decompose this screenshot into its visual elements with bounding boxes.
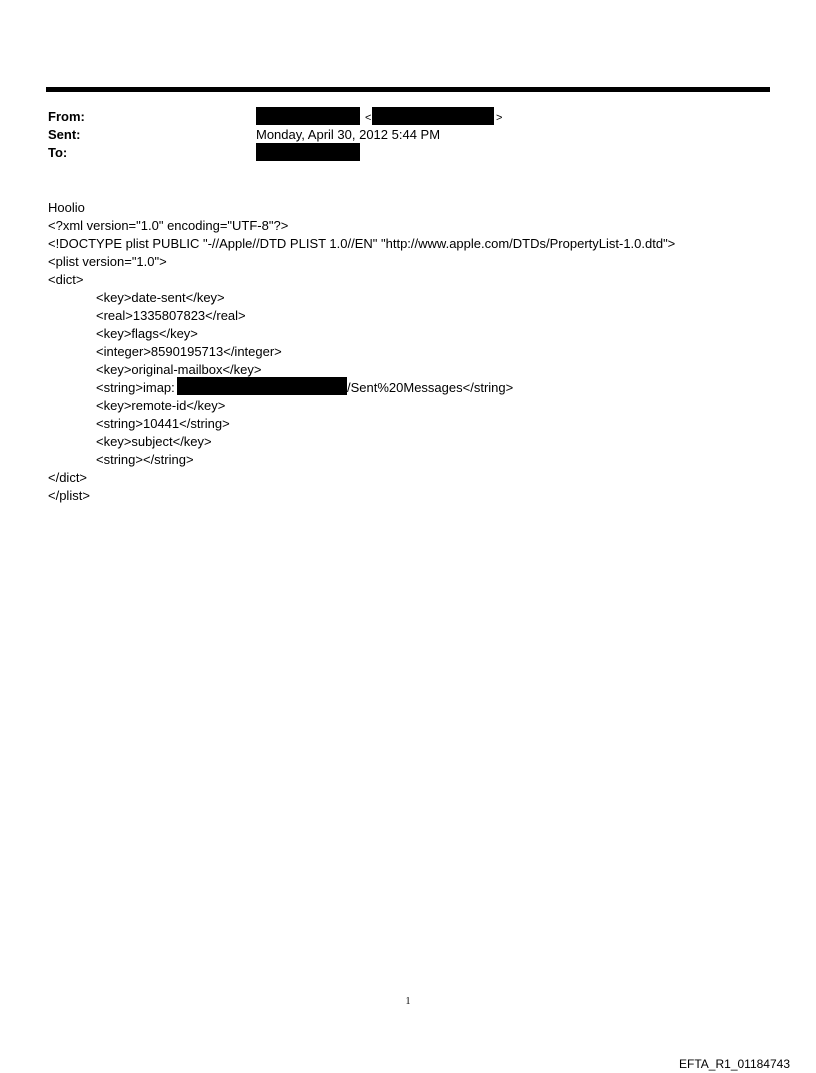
from-email-open-bracket: < [365,112,372,124]
sent-label: Sent: [48,127,81,142]
doctype-line: <!DOCTYPE plist PUBLIC "-//Apple//DTD PLIST 1.0//EN" "http://www.apple.com/DTDs/PropertyList-1.0.dtd"> [48,236,676,251]
greeting: Hoolio [48,200,85,215]
string-imap-suffix: /Sent%20Messages</string> [347,380,514,395]
real-value-line: <real>1335807823</real> [96,308,246,323]
string-subject-line: <string></string> [96,452,194,467]
page-number: 1 [405,996,411,1007]
integer-value-line: <integer>8590195713</integer> [96,344,282,359]
dict-open-line: <dict> [48,272,84,287]
from-email-redaction [372,107,494,125]
string-remote-id-line: <string>10441</string> [96,416,230,431]
to-redaction [256,143,360,161]
plist-close-line: </plist> [48,488,90,503]
from-name-redaction [256,107,360,125]
to-label: To: [48,145,68,160]
sent-value: Monday, April 30, 2012 5:44 PM [256,127,441,142]
plist-open-line: <plist version="1.0"> [48,254,167,269]
bates-number: EFTA_R1_01184743 [679,1057,790,1071]
header-divider [46,87,770,92]
dict-close-line: </dict> [48,470,88,485]
key-subject-line: <key>subject</key> [96,434,212,449]
imap-path-redaction [177,377,347,395]
key-date-sent-line: <key>date-sent</key> [96,290,225,305]
key-original-mailbox-line: <key>original-mailbox</key> [96,362,262,377]
key-remote-id-line: <key>remote-id</key> [96,398,226,413]
from-label: From: [48,109,85,124]
from-email-close-bracket: > [496,112,503,124]
string-imap-prefix: <string>imap: [96,380,175,395]
xml-declaration-line: <?xml version="1.0" encoding="UTF-8"?> [48,218,289,233]
key-flags-line: <key>flags</key> [96,326,198,341]
